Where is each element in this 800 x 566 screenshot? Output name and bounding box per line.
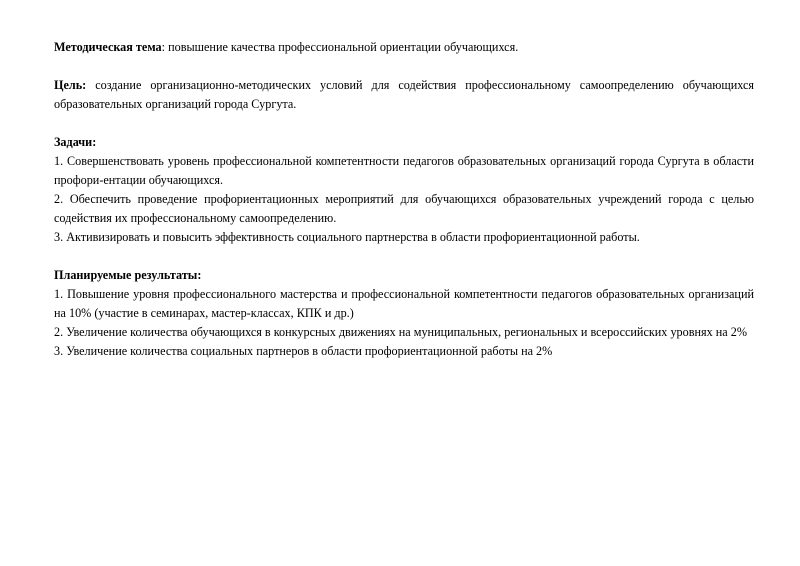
result-item: 1. Повышение уровня профессионального мастерства и профессиональной компетентности педагогов образовательных организаций на 10% (участие в семинарах, мастер-классах, КПК и др.) xyxy=(54,287,754,320)
result-item: 2. Увеличение количества обучающихся в конкурсных движениях на муниципальных, региональных и всероссийских уровнях на 2% xyxy=(54,325,747,339)
results-heading: Планируемые результаты: xyxy=(54,268,202,282)
document-page xyxy=(54,38,754,361)
result-item: 3. Увеличение количества социальных партнеров в области профориентационной работы на 2% xyxy=(54,344,553,358)
goal xyxy=(54,76,754,114)
methodical-theme xyxy=(54,38,754,57)
goal-text: создание организационно-методических условий для содействия профессиональному самоопределению обучающихся образовательных организаций города Сургута. xyxy=(54,78,754,111)
task-item: 3. Активизировать и повысить эффективность социального партнерства в области профориентационной работы. xyxy=(54,230,640,244)
tasks-heading: Задачи: xyxy=(54,135,97,149)
task-item: 2. Обеспечить проведение профориентационных мероприятий для обучающихся образовательных учреждений города с целью содействия их профессиональному самоопределению. xyxy=(54,192,754,225)
goal-label: Цель: xyxy=(54,78,87,92)
methodical-theme-label: Методическая тема xyxy=(54,40,162,54)
task-item: 1. Совершенствовать уровень профессиональной компетентности педагогов образовательных организаций города Сургута в области профори-ентации обучающихся. xyxy=(54,154,754,187)
methodical-theme-text: : повышение качества профессиональной ориентации обучающихся. xyxy=(161,40,519,54)
